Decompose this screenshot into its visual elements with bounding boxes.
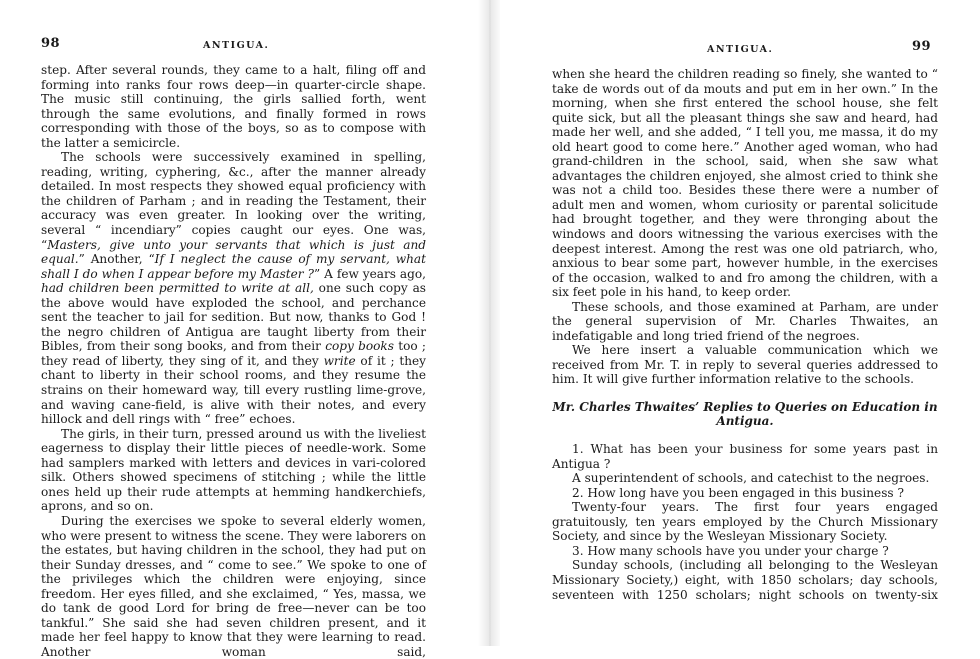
left-page-number: 98 xyxy=(41,36,61,51)
section-subheading: Mr. Charles Thwaites’ Replies to Queries on Education in Antigua. xyxy=(552,400,938,428)
text-run: The schools were successively examined in spelling, reading, writing, cyphering, &c., after the manner already detailed. In most respects they showed equal proficiency with the children of Parham ; and in reading the Testament, their accuracy was even greater. In looking over the writing, several “ incendiary” copies caught our eyes. One was, “ xyxy=(41,150,426,252)
paragraph: During the exercises we spoke to several elderly women, who were present to witness the scene. They were laborers on the estates, but having children in the school, they had put on their Sunday dresses, and “ come to see.” We spoke to one of the privileges which the children were enjoying, since freedom. Her eyes filled, and she exclaimed, “ Yes, massa, we do tank de good Lord for bring de free—never can be too tankful.” She said she had seven children present, and it made her feel happy to know that they were learning to read. Another woman said, xyxy=(41,513,426,659)
paragraph: These schools, and those examined at Parham, are under the general supervision of Mr. Charles Thwaites, an indefatigable and long tried friend of the negroes. xyxy=(552,299,938,343)
left-running-head: ANTIGUA. xyxy=(203,40,270,51)
answer: Sunday schools, (including all belonging to the Wesleyan Missionary Society,) eight, with 1850 scholars; day schools, seventeen with 1250 scholars; night schools on twenty-six xyxy=(552,558,938,602)
right-running-head: ANTIGUA. xyxy=(707,44,774,55)
text-run: ” Another, “ xyxy=(78,252,155,267)
text-run: one such copy as the above would have exploded the school, and perchance sent the teacher to jail for sedition. But now, thanks to God ! the negro children of Antigua are taught liberty from their Bibles, from their song books, and from their xyxy=(41,281,426,354)
book-gutter xyxy=(478,0,502,646)
paragraph: We here insert a valuable communication which we received from Mr. T. in reply to several queries addressed to him. It will give further information relative to the schools. xyxy=(552,343,938,387)
question: 1. What has been your business for some years past in Antigua ? xyxy=(552,442,938,471)
left-page xyxy=(0,0,480,659)
paragraph: when she heard the children reading so finely, she wanted to “ take de words out of da mouts and put em in her own.” In the morning, when she first entered the school house, she felt quite sick, but all the pleasant things she saw and heard, had made her well, and she added, “ I tell you, me massa, it do my old heart good to come here.” Another aged woman, who had grand-children in the school, said, when she saw what advantages the children enjoyed, she almost cried to think she was not a child too. Besides these there were a number of adult men and women, whom curiosity or parental solicitude had brought together, and they were thronging about the windows and doors witnessing the various exercises with the deepest interest. Among the rest was one old patriarch, who, anxious to bear some part, however humble, in the exercises of the occasion, walked to and fro among the children, with a six feet pole in his hand, to keep order. xyxy=(552,67,938,300)
paragraph: step. After several rounds, they came to a halt, filing off and forming into ranks four rows deep—in quarter-circle shape. The music still continuing, the girls sallied forth, went through the same evolutions, and finally formed in rows corresponding with those of the boys, so as to compose with the latter a semicircle. xyxy=(41,63,426,150)
paragraph: The girls, in their turn, pressed around us with the liveliest eagerness to display their little pieces of needle-work. Some had samplers marked with letters and devices in vari-colored silk. Others showed specimens of stitching ; while the little ones held up their rude attempts at hemming handkerchiefs, aprons, and so on. xyxy=(41,426,426,514)
right-page xyxy=(500,0,980,646)
text-run: of it ; they chant to liberty in their school rooms, and they resume the strains on their homeward way, till every rustling lime-grove, and waving cane-field, is alive with their notes, and every hillock and dell rings with “ free” echoes. xyxy=(41,353,427,427)
italic-run: If I neglect the cause of my servant, what shall I do when I appear before my Master ? xyxy=(41,252,426,281)
answer: Twenty-four years. The first four years engaged gratuitously, ten years employed by the Church Missionary Society, and since by the Wesleyan Missionary Society. xyxy=(552,500,938,544)
right-page-body xyxy=(552,67,938,602)
italic-run: write xyxy=(323,353,356,368)
left-page-body xyxy=(41,63,426,659)
question: 3. How many schools have you under your charge ? xyxy=(572,543,889,558)
paragraph xyxy=(41,150,426,426)
text-run: ” A few years ago, xyxy=(314,266,426,281)
text-run: too ; they read of liberty, they sing of it, and they xyxy=(41,339,426,368)
answer: A superintendent of schools, and catechist to the negroes. xyxy=(572,471,930,486)
italic-run: had children been permitted to write at all, xyxy=(41,281,314,296)
right-page-number: 99 xyxy=(912,39,932,54)
italic-run: Masters, give unto your servants that which is just and equal. xyxy=(41,237,426,267)
question: 2. How long have you been engaged in this business ? xyxy=(572,485,904,500)
italic-run: copy books xyxy=(325,339,394,354)
